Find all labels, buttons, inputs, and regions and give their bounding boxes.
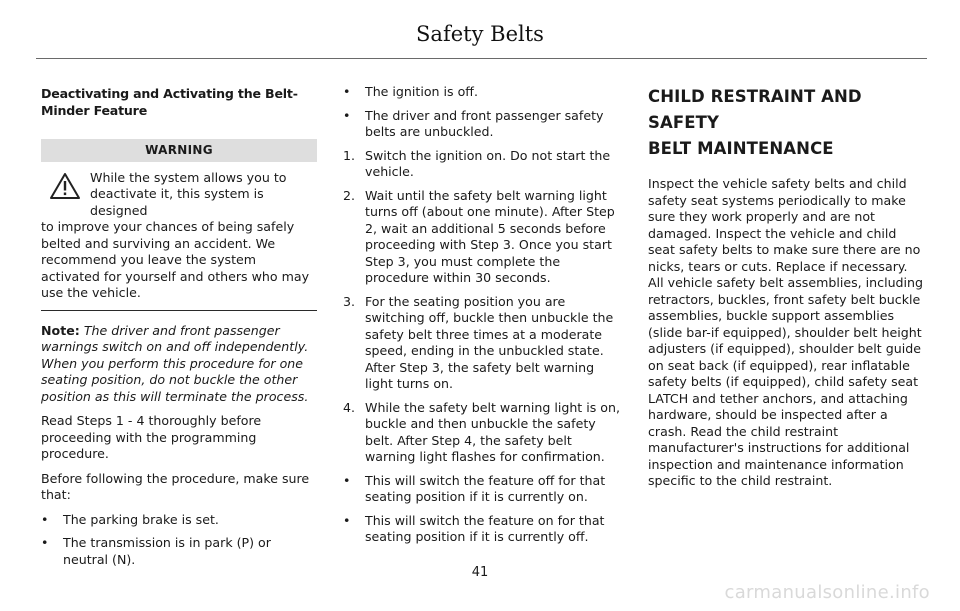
bullet-marker: • [41,511,49,527]
body-paragraph: Inspect the vehicle safety belts and child safety seat systems periodically to make sure they work properly and are not damaged. Inspect the vehicle and child seat safety belts to make sure there are no nicks, tears or cuts. Replace if necessary. All vehicle safety belt assemblies, including retractors, buckles, front safety belt buckle assemblies, buckle support assemblies (slide bar-if equipped), shoulder belt height adjusters (if equipped), shoulder belt guide on seat back (if equipped), rear inflatable safety belts (if equipped), child safety seat LATCH and tether anchors, and attaching hardware, should be inspected after a crash. Read the child restraint manufacturer's instructions for additional inspection and maintenance information specific to the child restraint. [648,176,924,488]
step-number: 4. [343,399,356,415]
list-item-text: The ignition is off. [365,84,478,99]
warning-banner: WARNING [41,139,317,162]
watermark-text: carmanualsonline.info [724,582,930,603]
step-list [343,148,621,466]
note-paragraph [41,323,317,406]
bullet-marker: • [343,84,351,99]
list-item-text: This will switch the feature off for that seating position if it is currently on. [365,472,606,504]
step-number: 2. [343,187,356,203]
section-heading-line1: CHILD RESTRAINT AND SAFETY [648,87,862,132]
step-number: 1. [343,147,356,163]
paragraph: Read Steps 1 - 4 thoroughly before proceeding with the programming procedure. [41,413,262,461]
right-column [648,84,924,498]
section-subheading: Deactivating and Activating the Belt-Minder Feature [41,86,298,118]
middle-column [343,84,621,553]
list-item [343,513,621,546]
warning-block [41,170,317,302]
bullet-list [41,512,317,569]
warning-text-rest: to improve your chances of being safely belted and surviving an accident. We recommend you leave the system activated for yourself and others who may use the vehicle. [41,219,310,300]
bullet-list [343,473,621,546]
step-number: 3. [343,293,356,309]
page-header-title: Safety Belts [416,22,544,46]
step-text: Switch the ignition on. Do not start the vehicle. [365,147,611,179]
step-text: While the safety belt warning light is on, buckle and then unbuckle the safety belt. After Step 4, the safety belt warning light flashes for confirmation. [365,399,620,464]
list-item [343,84,621,101]
paragraph: Before following the procedure, make sure that: [41,470,310,502]
note-text: The driver and front passenger warnings switch on and off independently. When you perform this procedure for one seating position, do not buckle the other position as this will terminate the process. [41,322,309,404]
list-item-text: This will switch the feature on for that seating position if it is currently off. [365,512,605,544]
step-item [343,400,621,466]
step-item [343,294,621,393]
bullet-marker: • [343,107,351,123]
warning-text [41,170,317,302]
step-text: For the seating position you are switching off, buckle then unbuckle the safety belt three times at a moderate speed, ending in the unbuckled state. After Step 3, the safety belt warning light turns on. [365,293,614,391]
list-item [343,473,621,506]
bullet-marker: • [343,472,351,488]
section-heading [648,84,924,162]
list-item-text: The transmission is in park (P) or neutral (N). [63,535,271,567]
header-divider [36,58,927,59]
left-column [41,84,317,575]
warning-text-line1: While the system allows you to [90,169,287,185]
step-item [343,148,621,181]
step-item [343,188,621,287]
bullet-list [343,84,621,141]
section-heading-line2: BELT MAINTENANCE [648,139,834,158]
list-item-text: The parking brake is set. [63,511,219,527]
list-item [41,512,317,529]
warning-text-line2: deactivate it, this system is designed [90,186,264,218]
warning-end-divider [41,310,317,311]
list-item [343,108,621,141]
list-item [41,535,317,568]
bullet-marker: • [343,512,351,528]
note-label: Note: [41,322,80,338]
warning-triangle-icon [49,172,81,200]
list-item-text: The driver and front passenger safety belts are unbuckled. [365,107,604,139]
page-number: 41 [471,565,489,580]
bullet-marker: • [41,535,49,550]
step-text: Wait until the safety belt warning light turns off (about one minute). After Step 2, wait an additional 5 seconds before proceeding with Step 3. Once you start Step 3, you must complete the procedure within 30 seconds. [365,187,615,285]
